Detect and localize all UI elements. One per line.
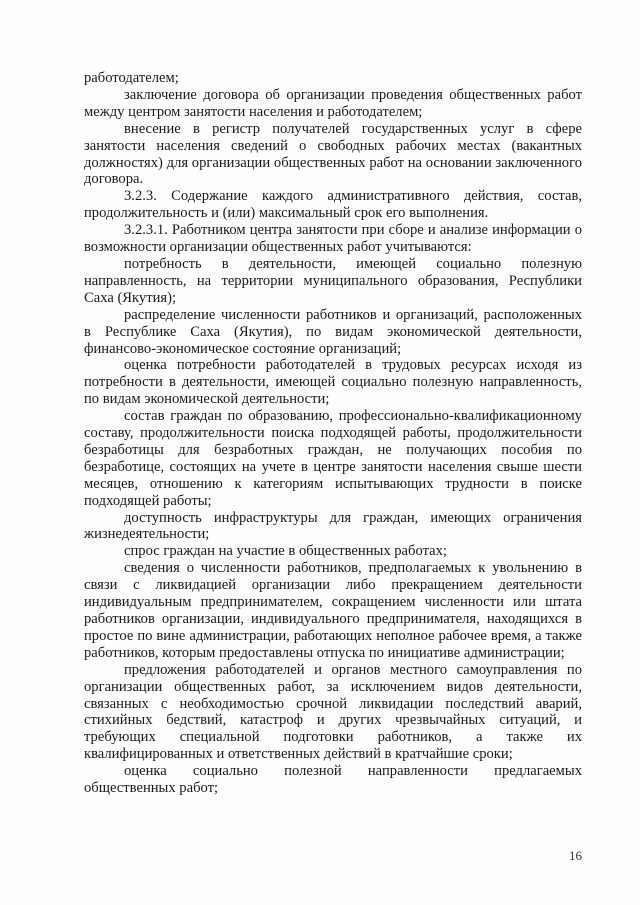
paragraph: состав граждан по образованию, профессионально-квалификационному составу, продолжительности поиска подходящей работы, продолжительности безработицы для безработных граждан, не получающих пособия по безработице, состоящих на учете в центре занятости населения свыше шести месяцев, отношению к категориям испытывающих трудности в поиске подходящей работы; xyxy=(84,408,582,509)
paragraph: сведения о численности работников, предполагаемых к увольнению в связи с ликвидацией организации либо прекращением деятельности индивидуальным предпринимателем, сокращением численности или штата работников организации, индивидуального предпринимателя, находящихся в простое по вине администрации, работающих неполное рабочее время, а также работников, которым предоставлены отпуска по инициативе администрации; xyxy=(84,560,582,661)
page-number: 16 xyxy=(569,848,582,863)
paragraph: 3.2.3. Содержание каждого административного действия, состав, продолжительность и (или) максимальный срок его выполнения. xyxy=(84,188,582,222)
paragraph: спрос граждан на участие в общественных работах; xyxy=(124,543,447,560)
paragraph: оценка потребности работодателей в трудовых ресурсах исходя из потребности в деятельности, имеющей социально полезную направленность, по видам экономической деятельности; xyxy=(84,357,582,408)
paragraph: внесение в регистр получателей государственных услуг в сфере занятости населения сведений о свободных рабочих местах (вакантных должностях) для организации общественных работ на основании заключенного договора. xyxy=(84,120,582,188)
paragraph: доступность инфраструктуры для граждан, имеющих ограничения жизнедеятельности; xyxy=(84,509,582,543)
paragraph: распределение численности работников и организаций, расположенных в Республике Саха (Якутия), по видам экономической деятельности, финансово-экономическое состояние организаций; xyxy=(84,306,582,357)
paragraph: работодателем; xyxy=(84,70,179,86)
paragraph: оценка социально полезной направленности предлагаемых общественных работ; xyxy=(84,763,582,797)
document-body xyxy=(84,70,582,797)
paragraph: заключение договора об организации проведения общественных работ между центром занятости населения и работодателем; xyxy=(84,86,582,120)
paragraph: 3.2.3.1. Работником центра занятости при сборе и анализе информации о возможности организации общественных работ учитываются: xyxy=(84,222,582,256)
paragraph: предложения работодателей и органов местного самоуправления по организации общественных работ, за исключением видов деятельности, связанных с необходимостью срочной ликвидации последствий аварий, стихийных бедствий, катастроф и других чрезвычайных ситуаций, и требующих специальной подготовки работников, а также их квалифицированных и ответственных действий в кратчайшие сроки; xyxy=(84,661,582,763)
paragraph: потребность в деятельности, имеющей социально полезную направленность, на территории муниципального образования, Республики Саха (Якутия); xyxy=(84,255,582,306)
